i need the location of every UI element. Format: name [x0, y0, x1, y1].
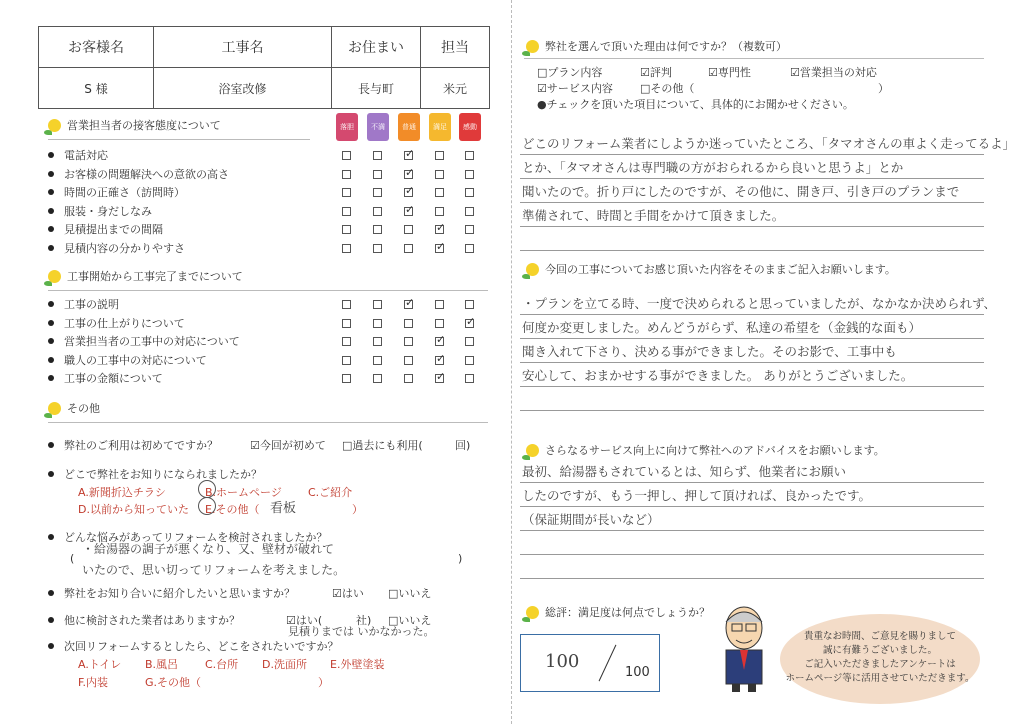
answer-rule [520, 202, 984, 203]
bulb-icon [526, 40, 539, 53]
answer-rule [520, 482, 984, 483]
rating-row-label: 服装・身だしなみ [64, 204, 152, 218]
rating-checkbox[interactable] [373, 225, 382, 234]
answer-rule [520, 250, 984, 251]
reason-opt-close: ） [878, 82, 889, 95]
rating-row-label: 職人の工事中の対応について [64, 353, 207, 367]
q6-opt-b[interactable]: B.風呂 [145, 658, 179, 671]
q-next-reform: 次回リフォームするとしたら、どこをされたいですか？ [48, 638, 338, 654]
advice-heading: さらなるサービス向上に向けて弊社へのアドバイスをお願いします。 [526, 442, 885, 458]
bullet-icon [48, 375, 54, 381]
rating-row [48, 240, 185, 256]
check-mark-icon: ✓ [436, 351, 446, 365]
check-mark-icon: ✓ [436, 370, 446, 383]
thanks-bubble: 貴重なお時間、ご意見を賜りまして 誠に有難うございました。 ご記入いただきましたアンケートは ホームページ等に活用させていただきます。 [780, 614, 980, 704]
q2-opt-e[interactable]: E.その他（ [205, 503, 260, 516]
rating-checkbox[interactable] [342, 225, 351, 234]
q1-option-past[interactable]: □過去にも利用( [342, 439, 423, 452]
section3-title: その他 [67, 402, 100, 415]
section2-rule [48, 290, 488, 291]
check-mark-icon: ✓ [405, 296, 415, 309]
rating-checkbox[interactable] [404, 356, 413, 365]
bullet-icon [48, 643, 54, 649]
section1-title: 営業担当者の接客態度について [67, 119, 221, 132]
handwritten-line: 何度か変更しました。めんどうがらず、私達の希望を（金銭的な面も） [522, 320, 922, 335]
rating-checkbox[interactable] [404, 337, 413, 346]
rating-checkbox[interactable] [465, 170, 474, 179]
rating-row [48, 221, 163, 237]
q3-paren-open: ( [70, 552, 75, 565]
answer-rule [520, 338, 984, 339]
rating-checkbox[interactable] [465, 188, 474, 197]
rating-checkbox[interactable] [435, 151, 444, 160]
rating-checkbox[interactable] [465, 207, 474, 216]
handwritten-line: （保証期間が長いなど） [522, 512, 660, 527]
value-work: 浴室改修 [154, 68, 332, 109]
section3-heading [48, 400, 100, 416]
q3-handwritten-1: ・給湯器の調子が悪くなり、又、壁材が破れて [82, 542, 335, 556]
rating-row-label: 営業担当者の工事中の対応について [64, 335, 240, 348]
answer-rule [520, 314, 984, 315]
rating-checkbox[interactable] [373, 244, 382, 253]
section2-heading [48, 268, 243, 284]
handwritten-line: どこのリフォーム業者にしようか迷っていたところ、「タマオさんの車よく走ってるよ」 [522, 136, 1016, 151]
rating-checkbox[interactable] [342, 374, 351, 383]
bullet-icon [48, 617, 54, 623]
reason-note: ●チェックを頂いた項目について、具体的にお聞かせください。 [537, 98, 854, 111]
rating-row [48, 370, 163, 386]
q6-opt-f[interactable]: F.内装 [78, 676, 109, 689]
rating-checkbox[interactable] [342, 151, 351, 160]
answer-rule [520, 226, 984, 227]
rating-row-label: 工事の仕上がりについて [64, 316, 185, 330]
value-staff: 米元 [421, 68, 490, 109]
rating-row-label: 見積提出までの間隔 [64, 223, 163, 236]
bullet-icon [48, 245, 54, 251]
q1-option-first[interactable]: ☑今回が初めて [250, 439, 326, 452]
rating-checkbox[interactable] [342, 188, 351, 197]
score-heading: 総評：満足度は何点でしょうか？ [526, 604, 710, 620]
rating-checkbox[interactable] [342, 300, 351, 309]
rating-row-label: お客様の問題解決への意欲の高さ [64, 167, 229, 181]
rating-checkbox[interactable] [373, 188, 382, 197]
reason-opt-staff[interactable]: ☑営業担当の対応 [790, 66, 877, 79]
bullet-icon [48, 590, 54, 596]
handwritten-line: 聞いたので。折り戸にしたのですが、その他に、開き戸、引き戸のプランまで [522, 184, 960, 199]
reason-opt-expertise[interactable]: ☑専門性 [708, 66, 751, 79]
rating-checkbox[interactable] [373, 319, 382, 328]
bullet-icon [48, 226, 54, 232]
handwritten-line: 安心して、おまかせする事ができました。 ありがとうございました。 [522, 368, 914, 383]
q-worry: どんな悩みがあってリフォームを検討されましたか？ [48, 529, 327, 545]
q4-yes[interactable]: ☑はい [332, 587, 364, 600]
rating-checkbox[interactable] [342, 207, 351, 216]
handwritten-line: 最初、給湯器もされているとは、知らず、他業者にお願い [522, 464, 847, 479]
level-badge: 満足 [429, 113, 451, 141]
q6-opt-e[interactable]: E.外壁塗装 [330, 658, 385, 671]
check-mark-icon: ✓ [405, 202, 415, 216]
reason-opt-service[interactable]: ☑サービス内容 [537, 82, 613, 95]
q-how-know: どこで弊社をお知りになられましたか？ [48, 466, 262, 482]
rating-checkbox[interactable] [342, 170, 351, 179]
bullet-icon [48, 357, 54, 363]
check-mark-icon: ✓ [466, 314, 476, 328]
check-mark-icon: ✓ [405, 184, 415, 197]
bullet-icon [48, 442, 54, 448]
score-box [520, 634, 660, 692]
value-customer: S 様 [39, 68, 154, 109]
q5-no[interactable]: □いいえ [388, 614, 432, 627]
q5-count-close: 社) [356, 614, 372, 627]
bullet-icon [48, 338, 54, 344]
level-badge: 不満 [367, 113, 389, 141]
score-slash [599, 645, 617, 682]
rating-row-label: 工事の金額について [64, 372, 163, 385]
q5-handwritten: 見積りまでは いかなかった。 [288, 625, 435, 638]
label-customer: お客様名 [39, 27, 154, 68]
rating-checkbox[interactable] [435, 188, 444, 197]
answer-rule [520, 554, 984, 555]
bulb-icon [48, 402, 61, 415]
rating-checkbox[interactable] [435, 207, 444, 216]
handwritten-line: 準備されて、時間と手間をかけて頂きました。 [522, 208, 785, 223]
q-other-vendors: 他に検討された業者はありますか？ [48, 612, 240, 628]
bulb-icon [526, 444, 539, 457]
q6-opt-c[interactable]: C.台所 [205, 658, 239, 671]
rating-checkbox[interactable] [465, 225, 474, 234]
q6-opt-g[interactable]: G.その他（ [145, 676, 202, 689]
rating-row-label: 工事の説明 [64, 298, 119, 311]
rating-checkbox[interactable] [435, 319, 444, 328]
rating-checkbox[interactable] [404, 319, 413, 328]
q6-close: ） [318, 676, 329, 689]
rating-checkbox[interactable] [342, 244, 351, 253]
level-badge: 感動 [459, 113, 481, 141]
q3-handwritten-2: いたので、思い切ってリフォームを考えました。 [82, 563, 346, 577]
bulb-icon [526, 606, 539, 619]
section1-heading [48, 117, 221, 133]
handwritten-line: したのですが、もう一押し、押して頂ければ、良かったです。 [522, 488, 872, 503]
answer-rule [520, 506, 984, 507]
answer-rule [520, 154, 984, 155]
rating-checkbox[interactable] [465, 374, 474, 383]
rating-row [48, 166, 229, 182]
impression-heading: 今回の工事についてお感じ頂いた内容をそのままご記入お願いします。 [526, 261, 896, 277]
rating-checkbox[interactable] [373, 337, 382, 346]
bullet-icon [48, 152, 54, 158]
q2-handwritten: 看板 [270, 501, 297, 516]
q3-paren-close: ) [458, 552, 463, 565]
label-staff: 担当 [421, 27, 490, 68]
q6-opt-d[interactable]: D.洗面所 [262, 658, 307, 671]
rating-checkbox[interactable] [373, 356, 382, 365]
rating-checkbox[interactable] [342, 337, 351, 346]
bullet-icon [48, 320, 54, 326]
rating-checkbox[interactable] [404, 225, 413, 234]
answer-rule [520, 410, 984, 411]
rating-checkbox[interactable] [465, 151, 474, 160]
rating-row [48, 296, 119, 312]
q2-opt-c[interactable]: C.ご紹介 [308, 486, 353, 499]
score-value: 100 [545, 651, 580, 672]
q2-opt-a[interactable]: A.新聞折込チラシ [78, 486, 166, 499]
rating-checkbox[interactable] [342, 356, 351, 365]
rating-row [48, 147, 108, 163]
bullet-icon [48, 301, 54, 307]
level-badge: 普通 [398, 113, 420, 141]
reason-opt-other[interactable]: □その他（ [640, 82, 695, 95]
reason-rule [524, 58, 984, 59]
customer-table [38, 26, 490, 109]
answer-rule [520, 386, 984, 387]
reason-heading: 弊社を選んで頂いた理由は何ですか？（複数可） [526, 38, 787, 54]
bullet-icon [48, 471, 54, 477]
rating-row [48, 352, 207, 368]
rating-checkbox[interactable] [373, 151, 382, 160]
page-divider [511, 0, 512, 724]
q6-opt-a[interactable]: A.トイレ [78, 658, 122, 671]
q5-yes[interactable]: ☑はい( [286, 614, 323, 627]
mascot-icon [712, 604, 776, 694]
q2-close: ） [352, 503, 363, 516]
answer-rule [520, 362, 984, 363]
bullet-icon [48, 534, 54, 540]
rating-checkbox[interactable] [404, 374, 413, 383]
answer-rule [520, 530, 984, 531]
check-mark-icon: ✓ [405, 165, 415, 179]
q2-opt-d[interactable]: D.以前から知っていた [78, 503, 189, 516]
rating-checkbox[interactable] [465, 300, 474, 309]
check-mark-icon: ✓ [405, 147, 415, 160]
section2-title: 工事開始から工事完了までについて [67, 270, 243, 283]
check-mark-icon: ✓ [436, 333, 446, 346]
section1-rule [48, 139, 310, 140]
q1-count-close: 回) [455, 439, 471, 452]
label-address: お住まい [332, 27, 421, 68]
handwritten-line: 聞き入れて下さり、決める事ができました。そのお影で、工事中も [522, 344, 897, 359]
reason-opt-plan[interactable]: □プラン内容 [537, 66, 603, 79]
rating-checkbox[interactable] [373, 207, 382, 216]
score-max: 100 [625, 665, 650, 680]
value-address: 長与町 [332, 68, 421, 109]
q-first-time: 弊社のご利用は初めてですか？ [48, 437, 218, 453]
rating-checkbox[interactable] [435, 170, 444, 179]
circle-mark [198, 497, 216, 515]
handwritten-line: ・プランを立てる時、一度で決められると思っていましたが、なかなか決められず、 [522, 296, 997, 311]
check-mark-icon: ✓ [436, 239, 446, 253]
circle-mark [198, 480, 216, 498]
bulb-icon [526, 263, 539, 276]
handwritten-line: とか、「タマオさんは専門職の方がおられるから良いと思うよ」とか [522, 160, 904, 175]
rating-row [48, 184, 185, 200]
rating-checkbox[interactable] [342, 319, 351, 328]
bullet-icon [48, 208, 54, 214]
rating-row-label: 時間の正確さ（訪問時） [64, 186, 185, 199]
label-work: 工事名 [154, 27, 332, 68]
answer-rule [520, 578, 984, 579]
q4-no[interactable]: □いいえ [388, 587, 432, 600]
rating-checkbox[interactable] [373, 374, 382, 383]
rating-checkbox[interactable] [465, 356, 474, 365]
rating-checkbox[interactable] [404, 244, 413, 253]
bulb-icon [48, 270, 61, 283]
rating-row [48, 333, 240, 349]
rating-checkbox[interactable] [373, 170, 382, 179]
q-recommend: 弊社をお知り合いに紹介したいと思いますか？ [48, 585, 295, 601]
bullet-icon [48, 171, 54, 177]
section3-rule [48, 422, 488, 423]
rating-row [48, 315, 185, 331]
answer-rule [520, 178, 984, 179]
rating-row-label: 電話対応 [64, 149, 108, 162]
bullet-icon [48, 189, 54, 195]
q2-opt-b[interactable]: B.ホームページ [205, 486, 282, 499]
rating-checkbox[interactable] [373, 300, 382, 309]
bulb-icon [48, 119, 61, 132]
check-mark-icon: ✓ [436, 221, 446, 234]
rating-row [48, 203, 152, 219]
rating-checkbox[interactable] [435, 300, 444, 309]
rating-row-label: 見積内容の分かりやすさ [64, 241, 185, 255]
reason-opt-reputation[interactable]: ☑評判 [640, 66, 672, 79]
rating-checkbox[interactable] [465, 244, 474, 253]
rating-checkbox[interactable] [465, 337, 474, 346]
level-badge: 落胆 [336, 113, 358, 141]
